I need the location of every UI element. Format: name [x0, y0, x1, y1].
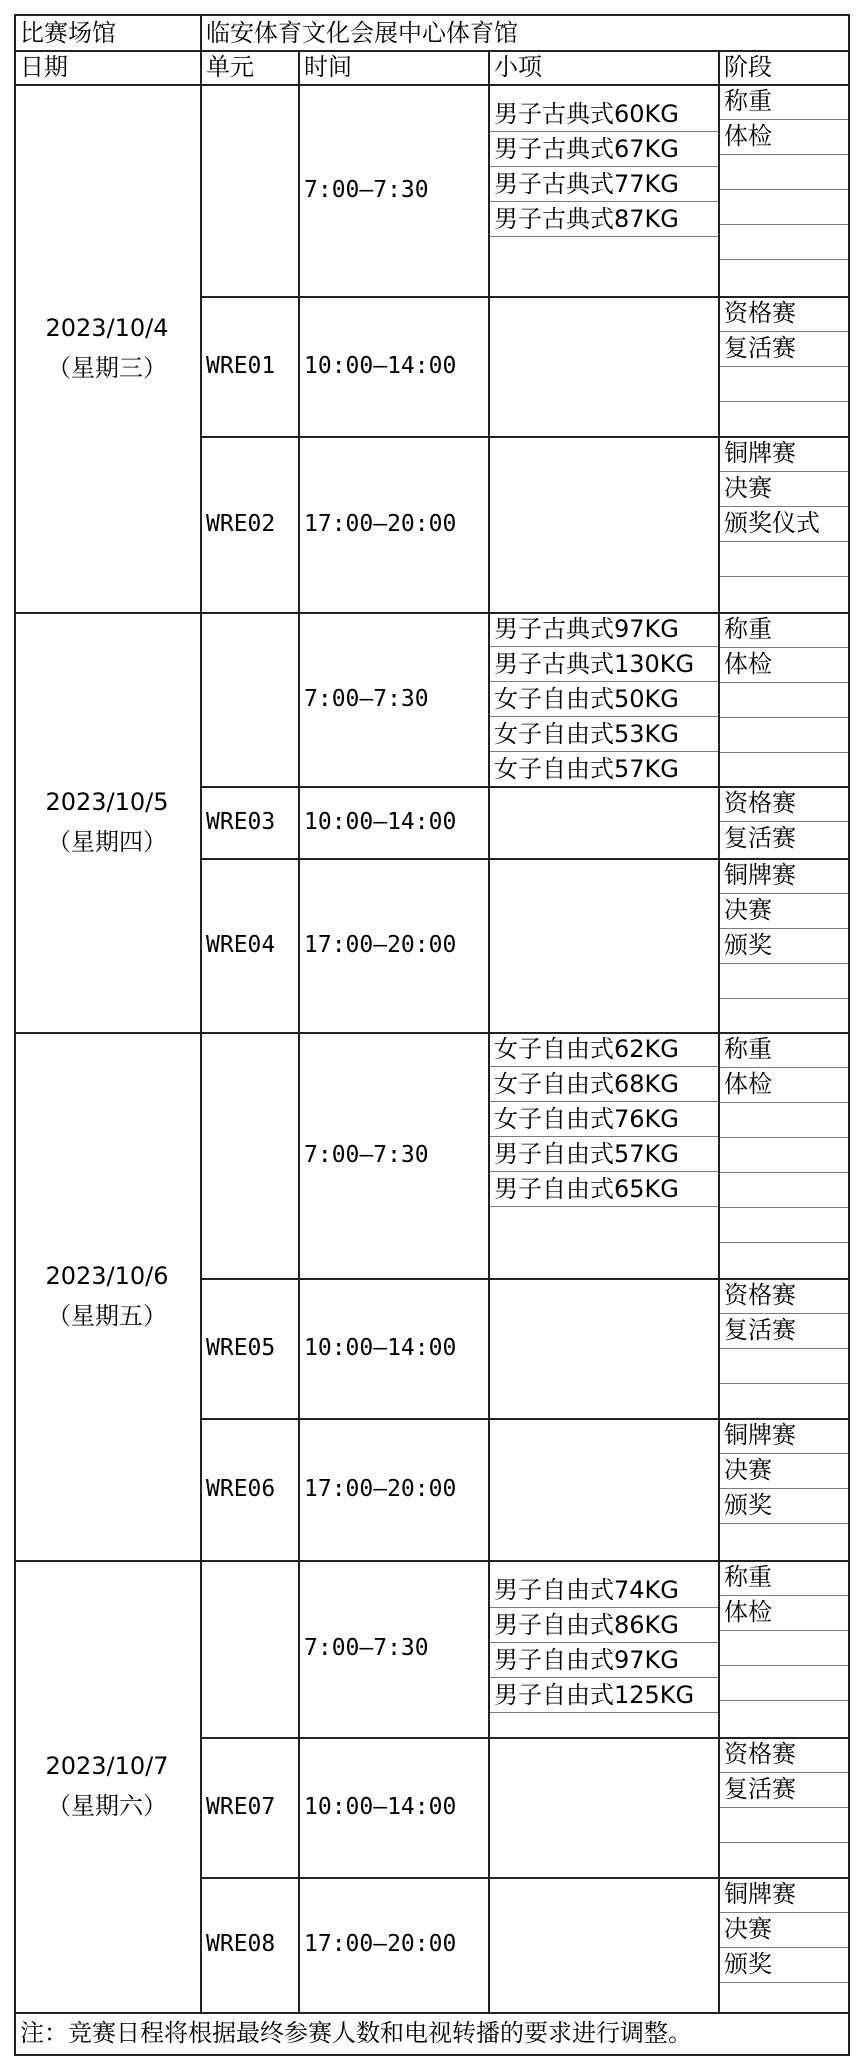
unit-column-line [200, 14, 202, 2012]
event-item: 女子自由式68KG [494, 1070, 679, 1098]
stage-item: 决赛 [724, 1456, 772, 1484]
day-divider [14, 612, 850, 614]
date-text: 2023/10/4 [45, 314, 169, 342]
stage-row-line [718, 1383, 850, 1384]
unit-cell: WRE07 [206, 1793, 276, 1820]
stage-row-line [718, 1842, 850, 1843]
stage-row-line [718, 259, 850, 260]
left-border [14, 14, 16, 2012]
stage-item: 复活赛 [724, 1316, 796, 1344]
date-text: 2023/10/7 [45, 1752, 169, 1780]
stage-row-line [718, 506, 850, 507]
stage-row-line [718, 1313, 850, 1314]
stage-row-line [718, 1947, 850, 1948]
time-cell: 7:00—7:30 [304, 1635, 429, 1661]
unit-cell: WRE03 [206, 808, 276, 835]
stage-row-line [718, 647, 850, 648]
day-divider [14, 1032, 850, 1034]
event-item: 男子古典式130KG [494, 650, 695, 678]
event-item: 女子自由式50KG [494, 685, 679, 713]
stage-row-line [718, 998, 850, 999]
time-cell: 17:00—20:00 [304, 931, 457, 958]
stage-item: 决赛 [724, 1915, 772, 1943]
stage-item: 体检 [724, 650, 772, 678]
stage-row-line [718, 893, 850, 894]
stage-row-line [718, 1772, 850, 1773]
event-item: 男子古典式97KG [494, 615, 679, 643]
weekday-text: （星期三） [47, 354, 167, 382]
unit-cell: WRE04 [206, 931, 276, 958]
stage-row-line [718, 1348, 850, 1349]
right-border [848, 14, 850, 2056]
time-cell: 7:00—7:30 [304, 176, 429, 203]
time-cell: 17:00—20:00 [304, 1931, 457, 1957]
stage-row-line [718, 1172, 850, 1173]
stage-item: 铜牌赛 [724, 1421, 796, 1449]
event-item: 男子自由式57KG [494, 1140, 679, 1168]
stage-row-line [718, 471, 850, 472]
footer-left-border [14, 2012, 16, 2056]
stage-item: 复活赛 [724, 824, 796, 852]
unit-cell: WRE05 [206, 1334, 276, 1361]
stage-row-line [718, 1207, 850, 1208]
table-top-border [14, 14, 850, 16]
event-item: 女子自由式76KG [494, 1105, 679, 1133]
time-cell: 17:00—20:00 [304, 510, 457, 537]
time-cell: 7:00—7:30 [304, 1141, 429, 1168]
stage-row-line [718, 224, 850, 225]
stage-row-line [718, 119, 850, 120]
time-cell: 17:00—20:00 [304, 1475, 457, 1502]
table-bottom-border [14, 2054, 850, 2056]
stage-row-line [718, 717, 850, 718]
stage-row-line [718, 1630, 850, 1631]
event-item: 男子古典式67KG [494, 135, 679, 163]
stage-item: 资格赛 [724, 789, 796, 817]
unit-cell [200, 1032, 298, 1278]
event-item: 女子自由式62KG [494, 1035, 679, 1063]
time-cell: 10:00—14:00 [304, 808, 457, 835]
stage-column-line [718, 50, 720, 2012]
stage-row-line [718, 1242, 850, 1243]
stage-row-line [718, 189, 850, 190]
stage-item: 复活赛 [724, 334, 796, 362]
weekday-text: （星期四） [47, 828, 167, 856]
header-row-divider [14, 50, 850, 52]
event-row-line [488, 1712, 718, 1713]
event-item: 男子自由式125KG [494, 1681, 695, 1709]
stage-row-line [718, 1067, 850, 1068]
unit-cell: WRE01 [206, 352, 276, 379]
column-header-time: 时间 [304, 53, 352, 81]
stage-row-line [718, 576, 850, 577]
stage-item: 体检 [724, 1070, 772, 1098]
stage-item: 资格赛 [724, 1281, 796, 1309]
stage-row-line [718, 682, 850, 683]
stage-row-line [718, 1982, 850, 1983]
stage-item: 铜牌赛 [724, 439, 796, 467]
stage-item: 资格赛 [724, 299, 796, 327]
event-item: 女子自由式57KG [494, 755, 679, 783]
event-item: 男子自由式97KG [494, 1646, 679, 1674]
stage-item: 体检 [724, 122, 772, 150]
stage-row-line [718, 541, 850, 542]
stage-item: 决赛 [724, 474, 772, 502]
stage-item: 称重 [724, 1035, 772, 1063]
stage-row-line [718, 1595, 850, 1596]
stage-row-line [718, 1807, 850, 1808]
venue-label: 比赛场馆 [20, 19, 116, 47]
stage-row-line [718, 1137, 850, 1138]
event-row-line [488, 1206, 718, 1207]
column-header-event: 小项 [494, 53, 542, 81]
stage-item: 颁奖 [724, 1491, 772, 1519]
stage-row-line [718, 928, 850, 929]
event-item: 男子古典式60KG [494, 100, 679, 128]
stage-item: 铜牌赛 [724, 1880, 796, 1908]
time-cell: 10:00—14:00 [304, 1334, 457, 1361]
event-item: 男子自由式74KG [494, 1576, 679, 1604]
venue-name: 临安体育文化会展中心体育馆 [206, 19, 518, 47]
stage-row-line [718, 154, 850, 155]
event-item: 男子古典式87KG [494, 205, 679, 233]
footer-note: 注：竞赛日程将根据最终参赛人数和电视转播的要求进行调整。 [20, 2019, 692, 2047]
time-cell: 7:00—7:30 [304, 685, 429, 712]
date-text: 2023/10/6 [45, 1262, 169, 1290]
stage-item: 体检 [724, 1598, 772, 1626]
time-cell: 10:00—14:00 [304, 1793, 457, 1820]
footer-divider [14, 2012, 850, 2014]
stage-row-line [718, 1700, 850, 1701]
event-item: 女子自由式53KG [494, 720, 679, 748]
stage-row-line [718, 401, 850, 402]
column-header-stage: 阶段 [724, 53, 772, 81]
event-column-line [488, 50, 490, 2012]
unit-cell: WRE06 [206, 1475, 276, 1502]
column-header-unit: 单元 [206, 53, 254, 81]
date-cell [14, 1032, 200, 1560]
unit-cell: WRE02 [206, 510, 276, 537]
unit-cell [200, 84, 298, 296]
weekday-text: （星期五） [47, 1302, 167, 1330]
stage-row-line [718, 1665, 850, 1666]
day-divider [14, 84, 850, 86]
stage-item: 颁奖仪式 [724, 509, 820, 537]
stage-row-line [718, 1102, 850, 1103]
stage-row-line [718, 1912, 850, 1913]
event-row-line [488, 236, 718, 237]
stage-row-line [718, 1523, 850, 1524]
weekday-text: （星期六） [47, 1792, 167, 1820]
stage-item: 复活赛 [724, 1775, 796, 1803]
event-item: 男子自由式65KG [494, 1175, 679, 1203]
date-text: 2023/10/5 [45, 788, 169, 816]
stage-row-line [718, 1453, 850, 1454]
stage-row-line [718, 366, 850, 367]
unit-cell: WRE08 [206, 1931, 276, 1957]
stage-item: 颁奖 [724, 1950, 772, 1978]
stage-item: 决赛 [724, 896, 772, 924]
date-cell [14, 1560, 200, 2012]
stage-item: 称重 [724, 1563, 772, 1591]
unit-cell [200, 612, 298, 786]
stage-item: 颁奖 [724, 931, 772, 959]
stage-row-line [718, 331, 850, 332]
stage-row-line [718, 963, 850, 964]
stage-row-line [718, 1488, 850, 1489]
stage-row-line [718, 752, 850, 753]
stage-item: 资格赛 [724, 1740, 796, 1768]
time-column-line [298, 50, 300, 2012]
stage-item: 铜牌赛 [724, 861, 796, 889]
date-cell [14, 84, 200, 612]
unit-cell [200, 1560, 298, 1737]
event-item: 男子古典式77KG [494, 170, 679, 198]
event-item: 男子自由式86KG [494, 1611, 679, 1639]
day-divider [14, 1560, 850, 1562]
stage-item: 称重 [724, 87, 772, 115]
date-cell [14, 612, 200, 1032]
stage-item: 称重 [724, 615, 772, 643]
time-cell: 10:00—14:00 [304, 352, 457, 379]
stage-row-line [718, 821, 850, 822]
column-header-date: 日期 [20, 53, 68, 81]
